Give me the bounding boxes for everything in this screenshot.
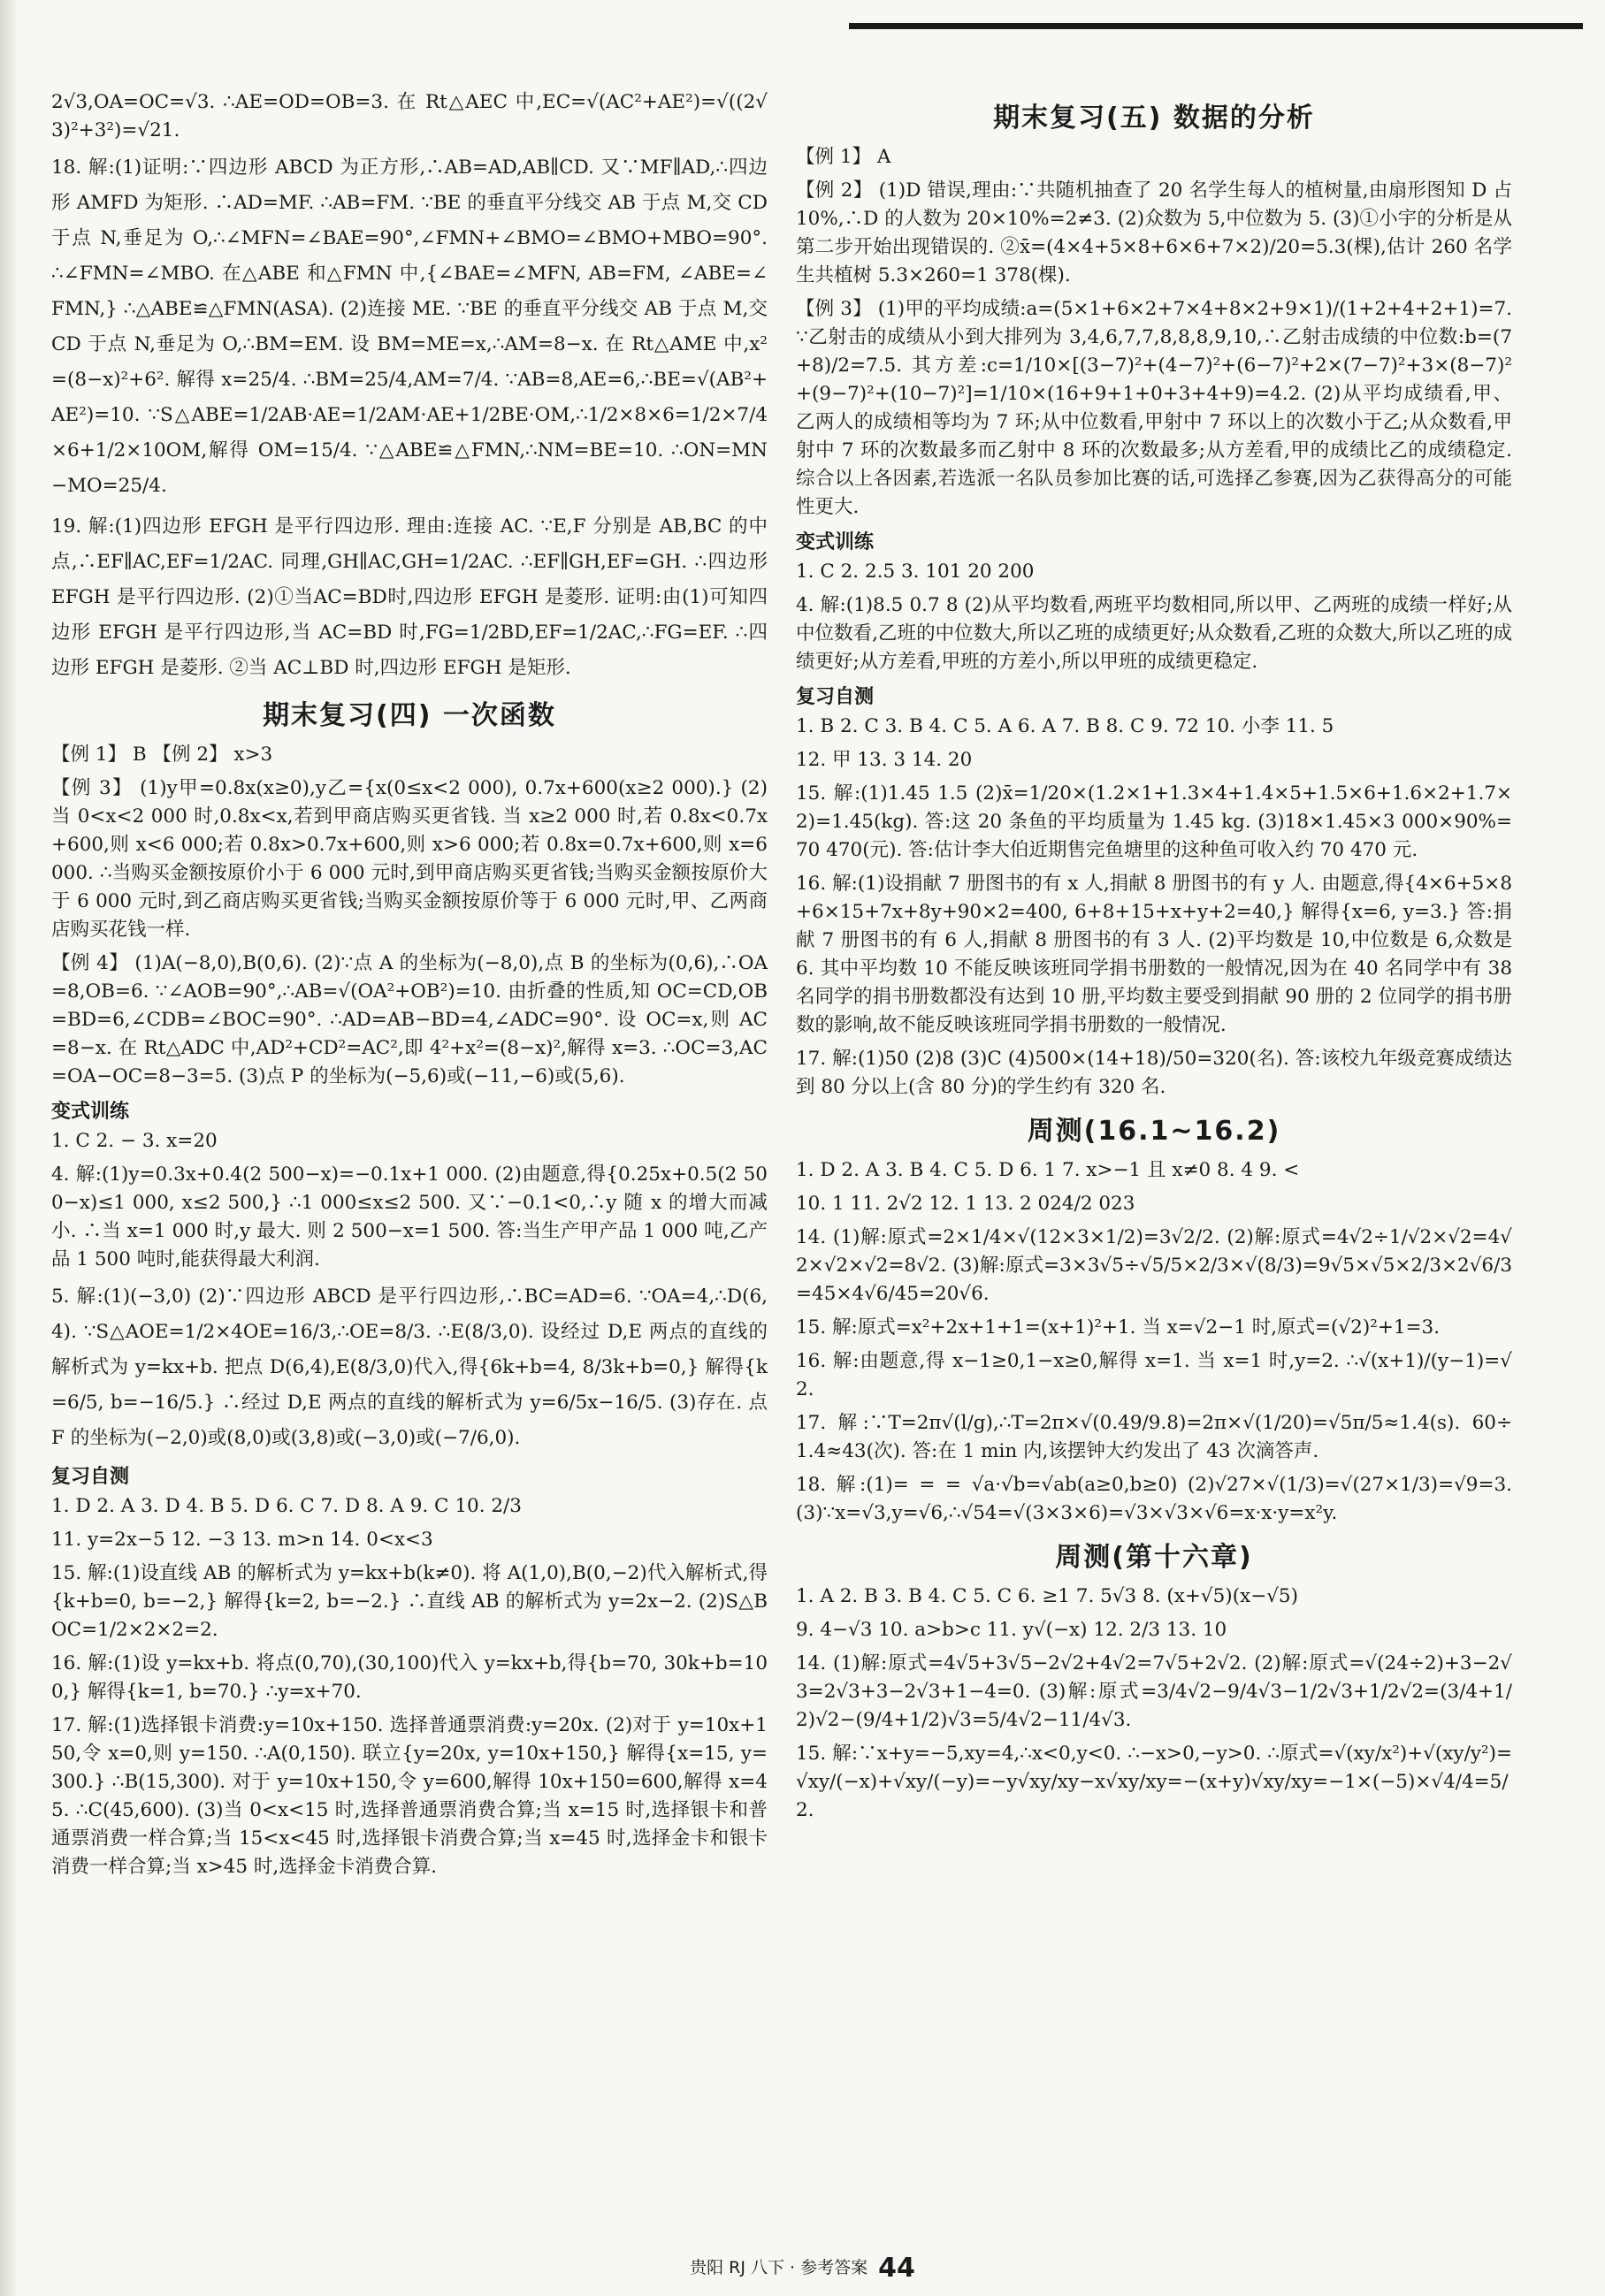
example-3: 【例 3】 (1)甲的平均成绩:a=(5×1+6×2+7×4+8×2+9×1)/(1+2+4+2+1)=7. ∵乙射击的成绩从小到大排列为 3,4,6,7,7,8,8,8,9,10,∴乙射击成绩的中位数:b=(7+8)/2=7.5. 其方差:c=1/10×[(3−7)²+(4−7)²+(6−7)²+2×(7−7)²+3×(8−7)²+(9−7)²+(10−7)²]=1/10×(16+9+1+0+3+4+9)=4.2. (2)从平均成绩看,甲、乙两人的成绩相等均为 7 环;从中位数看,甲射中 7 环以上的次数小于乙;从众数看,甲射中 7 环的次数最多而乙射中 8 环的次数最多;从方差看,甲的成绩比乙的成绩稳定. 综合以上各因素,若选派一名队员参加比赛的话,可选择乙参赛,因为乙获得高分的可能性更大.	[796, 298, 1512, 518]
self-test-15: 15. 解:(1)1.45 1.5 (2)x̄=1/20×(1.2×1+1.3×4+1.4×5+1.5×6+1.6×2+1.7×2)=1.45(kg). 答:这 20 条鱼的平均质量为 1.45 kg. (3)18×1.45×3 000×90%=70 470(元). 答:估计李大伯近期售完鱼塘里的这种鱼可收入约 70 470 元.	[796, 782, 1512, 861]
variant-4: 4. 解:(1)y=0.3x+0.4(2 500−x)=−0.1x+1 000. (2)由题意,得{0.25x+0.5(2 500−x)≤1 000, x≤2 500,} ∴1 000≤x≤2 500. 又∵−0.1<0,∴y 随 x 的增大而减小. ∴当 x=1 000 时,y 最大. 则 2 500−x=1 500. 答:当生产甲产品 1 000 吨,乙产品 1 500 吨时,能获得最大利润.	[51, 1163, 768, 1270]
weekly-test-15: 15. 解:原式=x²+2x+1+1=(x+1)²+1. 当 x=√2−1 时,原式=(√2)²+1=3.	[796, 1316, 1441, 1339]
weekly-test2-14: 14. (1)解:原式=4√5+3√5−2√2+4√2=7√5+2√2. (2)解:原式=√(24÷2)+3−2√3=2√3+3−2√3+1−4=0. (3)解:原式=3/4√2−9/4√3−1/2√3+1/2√2=(3/4+1/2)√2−(9/4+1/2)√3=5/4√2−11/4√3.	[796, 1652, 1512, 1731]
self-test-title: 复习自测	[51, 1466, 130, 1488]
self-test-17: 17. 解:(1)50 (2)8 (3)C (4)500×(14+18)/50=320(名). 答:该校九年级竞赛成绩达到 80 分以上(含 80 分)的学生约有 320 名.	[796, 1048, 1512, 1098]
self-test-12-14: 12. 甲 13. 3 14. 20	[796, 749, 973, 771]
weekly-test-17: 17. 解:∵T=2π√(l/g),∴T=2π×√(0.49/9.8)=2π×√(1/20)=√5π/5≈1.4(s). 60÷1.4≈43(次). 答:在 1 min 内,该摆钟大约发出了 43 次滴答声.	[796, 1412, 1512, 1462]
weekly-test-18: 18. 解:(1)= = = √a·√b=√ab(a≥0,b≥0) (2)√27×√(1/3)=√(27×1/3)=√9=3. (3)∵x=√3,y=√6,∴√54=√(3×3×6)=√3×√3×√6=x·x·y=x²y.	[796, 1474, 1512, 1524]
example-3: 【例 3】 (1)y甲=0.8x(x≥0),y乙={x(0≤x<2 000), 0.7x+600(x≥2 000).} (2)当 0<x<2 000 时,0.8x<x,若到甲商店购买更省钱. 当 x≥2 000 时,若 0.8x<0.7x+600,则 x<6 000;若 0.8x>0.7x+600,则 x>6 000;若 0.8x=0.7x+600,则 x=6 000. ∴当购买金额按原价小于 6 000 元时,到甲商店购买更省钱;当购买金额按原价大于 6 000 元时,到乙商店购买更省钱;当购买金额按原价等于 6 000 元时,甲、乙两商店购买花钱一样.	[51, 777, 768, 941]
q18-answer: 18. 解:(1)证明:∵四边形 ABCD 为正方形,∴AB=AD,AB∥CD. 又∵MF∥AD,∴四边形 AMFD 为矩形. ∴AD=MF. ∴AB=FM. ∵BE 的垂直平分线交 AB 于点 M,交 CD 于点 N,垂足为 O,∴∠MFN=∠BAE=90°,∠FMN+∠BMO=∠BMO+MBO=90°. ∴∠FMN=∠MBO. 在△ABE 和△FMN 中,{∠BAE=∠MFN, AB=FM, ∠ABE=∠FMN,} ∴△ABE≌△FMN(ASA). (2)连接 ME. ∵BE 的垂直平分线交 AB 于点 M,交 CD 于点 N,垂足为 O,∴BM=EM. 设 BM=ME=x,∴AM=8−x. 在 Rt△AME 中,x²=(8−x)²+6². 解得 x=25/4. ∴BM=25/4,AM=7/4. ∵AB=8,AE=6,∴BE=√(AB²+AE²)=10. ∵S△ABE=1/2AB·AE=1/2AM·AE+1/2BE·OM,∴1/2×8×6=1/2×7/4×6+1/2×10OM,解得 OM=15/4. ∵△ABE≌△FMN,∴NM=BE=10. ∴ON=MN−MO=25/4.	[51, 156, 768, 497]
weekly-test-10-13: 10. 1 11. 2√2 12. 1 13. 2 024/2 023	[796, 1193, 1135, 1215]
weekly-test2-9-13: 9. 4−√3 10. a>b>c 11. y√(−x) 12. 2/3 13. 10	[796, 1619, 1227, 1641]
self-test-17: 17. 解:(1)选择银卡消费:y=10x+150. 选择普通票消费:y=20x. (2)对于 y=10x+150,令 x=0,则 y=150. ∴A(0,150). 联立{y=20x, y=10x+150,} 解得{x=15, y=300.} ∴B(15,300). 对于 y=10x+150,令 y=600,解得 10x+150=600,解得 x=45. ∴C(45,600). (3)当 0<x<15 时,选择普通票消费合算;当 x=15 时,选择银卡和普通票消费一样合算;当 15<x<45 时,选择银卡消费合算;当 x=45 时,选择金卡和银卡消费一样合算;当 x>45 时,选择金卡消费合算.	[51, 1714, 768, 1878]
footer-label: 贵阳 RJ 八下 · 参考答案	[690, 2258, 868, 2277]
example-4: 【例 4】 (1)A(−8,0),B(0,6). (2)∵点 A 的坐标为(−8,0),点 B 的坐标为(0,6),∴OA=8,OB=6. ∵∠AOB=90°,∴AB=√(OA²+OB²)=10. 由折叠的性质,知 OC=CD,OB=BD=6,∠CDB=∠BOC=90°. ∴AD=AB−BD=4,∠ADC=90°. 设 OC=x,则 AC=8−x. 在 Rt△ADC 中,AD²+CD²=AC²,即 4²+x²=(8−x)²,解得 x=3. ∴OC=3,AC=OA−OC=8−3=5. (3)点 P 的坐标为(−5,6)或(−11,−6)或(5,6).	[51, 952, 768, 1087]
self-test-title: 复习自测	[796, 686, 875, 708]
left-intro: 2√3,OA=OC=√3. ∴AE=OD=OB=3. 在 Rt△AEC 中,EC=√(AC²+AE²)=√((2√3)²+3²)=√21.	[51, 91, 768, 141]
variant-4: 4. 解:(1)8.5 0.7 8 (2)从平均数看,两班平均数相同,所以甲、乙两班的成绩一样好;从中位数看,乙班的中位数大,所以乙班的成绩更好;从众数看,乙班的众数大,所以乙班的成绩更好;从方差看,甲班的方差小,所以甲班的成绩更稳定.	[796, 594, 1512, 673]
right-column	[796, 88, 1512, 1830]
example-1-2: 【例 1】 B 【例 2】 x>3	[51, 744, 273, 766]
weekly-test2-15: 15. 解:∵x+y=−5,xy=4,∴x<0,y<0. ∴−x>0,−y>0. ∴原式=√(xy/x²)+√(xy/y²)=√xy/(−x)+√xy/(−y)=−y√xy/xy−x√xy/xy=−(x+y)√xy/xy=−1×(−5)×√4/4=5/2.	[796, 1743, 1512, 1821]
page-edge	[0, 0, 16, 2296]
self-test-16: 16. 解:(1)设捐献 7 册图书的有 x 人,捐献 8 册图书的有 y 人. 由题意,得{4×6+5×8+6×15+7x+8y+90×2=400, 6+8+15+x+y+2=40,} 解得{x=6, y=3.} 答:捐献 7 册图书的有 6 人,捐献 8 册图书的有 3 人. (2)平均数是 10,中位数是 6,众数是 6. 其中平均数 10 不能反映该班同学捐书册数的一般情况,因为在 40 名同学中有 38 名同学的捐书册数都没有达到 10 册,平均数主要受到捐献 90 册的 2 位同学的捐书册数的影响,故不能反映该班同学捐书册数的一般情况.	[796, 873, 1512, 1036]
self-test-1-10: 1. D 2. A 3. D 4. B 5. D 6. C 7. D 8. A 9. C 10. 2/3	[51, 1495, 522, 1517]
left-column	[51, 88, 768, 1887]
variant-training-title: 变式训练	[51, 1101, 130, 1123]
variant-1-3: 1. C 2. − 3. x=20	[51, 1130, 218, 1152]
self-test-15: 15. 解:(1)设直线 AB 的解析式为 y=kx+b(k≠0). 将 A(1,0),B(0,−2)代入解析式,得{k+b=0, b=−2,} 解得{k=2, b=−2.} ∴直线 AB 的解析式为 y=2x−2. (2)S△BOC=1/2×2×2=2.	[51, 1562, 768, 1641]
example-1: 【例 1】 A	[796, 146, 891, 168]
example-2: 【例 2】 (1)D 错误,理由:∵共随机抽查了 20 名学生每人的植树量,由扇形图知 D 占 10%,∴D 的人数为 20×10%=2≠3. (2)众数为 5,中位数为 5. (3)①小宇的分析是从第二步开始出现错误的. ②x̄=(4×4+5×8+6×6+7×2)/20=5.3(棵),估计 260 名学生共植树 5.3×260=1 378(棵).	[796, 179, 1512, 286]
q19-answer: 19. 解:(1)四边形 EFGH 是平行四边形. 理由:连接 AC. ∵E,F 分别是 AB,BC 的中点,∴EF∥AC,EF=1/2AC. 同理,GH∥AC,GH=1/2AC. ∴EF∥GH,EF=GH. ∴四边形 EFGH 是平行四边形. (2)①当AC=BD时,四边形 EFGH 是菱形. 证明:由(1)可知四边形 EFGH 是平行四边形,当 AC=BD 时,FG=1/2BD,EF=1/2AC,∴FG=EF. ∴四边形 EFGH 是菱形. ②当 AC⊥BD 时,四边形 EFGH 是矩形.	[51, 515, 768, 679]
section-title-review-5: 期末复习(五) 数据的分析	[993, 103, 1315, 133]
self-test-1-11: 1. B 2. C 3. B 4. C 5. A 6. A 7. B 8. C 9. 72 10. 小李 11. 5	[796, 715, 1334, 737]
self-test-11-14: 11. y=2x−5 12. −3 13. m>n 14. 0<x<3	[51, 1529, 433, 1551]
top-rule	[849, 23, 1583, 29]
variant-training-title: 变式训练	[796, 531, 875, 553]
weekly-test-16-1-title: 周测(16.1~16.2)	[1027, 1116, 1281, 1147]
variant-5: 5. 解:(1)(−3,0) (2)∵四边形 ABCD 是平行四边形,∴BC=AD=6. ∵OA=4,∴D(6,4). ∵S△AOE=1/2×4OE=16/3,∴OE=8/3. ∴E(8/3,0). 设经过 D,E 两点的直线的解析式为 y=kx+b. 把点 D(6,4),E(8/3,0)代入,得{6k+b=4, 8/3k+b=0,} 解得{k=6/5, b=−16/5.} ∴经过 D,E 两点的直线的解析式为 y=6/5x−16/5. (3)存在. 点 F 的坐标为(−2,0)或(8,0)或(3,8)或(−3,0)或(−7/6,0).	[51, 1285, 768, 1449]
variant-1-3: 1. C 2. 2.5 3. 101 20 200	[796, 561, 1035, 583]
weekly-test-16: 16. 解:由题意,得 x−1≥0,1−x≥0,解得 x=1. 当 x=1 时,y=2. ∴√(x+1)/(y−1)=√2.	[796, 1350, 1512, 1400]
weekly-test2-1-8: 1. A 2. B 3. B 4. C 5. C 6. ≥1 7. 5√3 8. (x+√5)(x−√5)	[796, 1585, 1298, 1607]
weekly-test-1-9: 1. D 2. A 3. B 4. C 5. D 6. 1 7. x>−1 且 x≠0 8. 4 9. <	[796, 1159, 1300, 1181]
page-footer	[0, 2253, 1605, 2284]
weekly-test-ch16-title: 周测(第十六章)	[1055, 1542, 1253, 1573]
section-title-review-4: 期末复习(四) 一次函数	[263, 700, 556, 731]
self-test-16: 16. 解:(1)设 y=kx+b. 将点(0,70),(30,100)代入 y=kx+b,得{b=70, 30k+b=100,} 解得{k=1, b=70.} ∴y=x+70.	[51, 1652, 768, 1703]
weekly-test-14: 14. (1)解:原式=2×1/4×√(12×3×1/2)=3√2/2. (2)解:原式=4√2÷1/√2×√2=4√2×√2×√2=8√2. (3)解:原式=3×3√5÷√5/5×2/3×√(8/3)=9√5×√5×2/3×2√6/3=45×4√6/45=20√6.	[796, 1226, 1512, 1305]
page-number: 44	[878, 2253, 915, 2284]
